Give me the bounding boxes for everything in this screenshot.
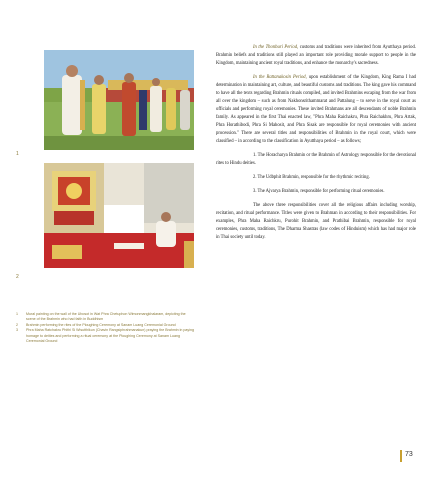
caption-number: 1 — [16, 312, 18, 316]
paragraph-text: 3. The Ajvarya Brahmin, responsible for performing ritual ceremonies. — [253, 189, 385, 194]
caption-text: Mural painting on the wall of the Ubosot in Wat Phra Chetuphon Wimonmangkhalaram, depicting the scene of the Brahmin who had faith in Buddhism — [26, 312, 186, 322]
ritual-image — [44, 163, 194, 268]
page-number-bar — [400, 450, 402, 462]
caption-number: 3 — [16, 328, 18, 333]
paragraph-text: The above three responsibilities cover all the religious affairs including worship, recitation, and ritual performance. Titles were given to Brahman in according to their responsibilities. For examples, Phra Maha Raichkru, Purohit Brahmin, and Prathibai Brahmin, responsible for royal ceremonies, customs, traditions, The Dharma Shastras (law codes of Hinduism) which has had major role in Thai society until today. — [216, 203, 416, 240]
figure-1-number: 1 — [16, 151, 19, 157]
paragraph-text: upon establishment of the Kingdom, King Rama I had determination in maintaining art, culture, and beautiful customs and traditions. The king gave his command to have all the texts regarding Brahmin rituals compiled, and invited Brahmins escaping from the war from all over the kingdom – such as from Nakhonsrithammarat and Pattalung – to serve in the royal court as officials and performing royal ceremonies. These invited Brahmans are all descendants of noble Brahmin family. As appeared in the first Thai enacted law, "Phra Maha Raichakru, Phra Raichakhru, Phra Artak, Phra Horathibodi, Phra Si Mahosit, and Phra Sisak are responsible for royal ceremonies with ancient procession." There are several titles and responsibilities of Brahmin in the royal court, which were classified – in according to the classification in Ayutthaya period – as follows; — [216, 75, 416, 144]
body-text-column — [216, 44, 416, 242]
paragraph-summary — [216, 202, 416, 242]
caption-number: 2 — [16, 322, 18, 327]
figure-2-photo — [44, 163, 194, 268]
paragraph-item-3 — [216, 188, 416, 196]
paragraph-lead: In the Rattanakosin Period, — [253, 75, 307, 80]
figure-2-number: 2 — [16, 274, 19, 280]
caption-list — [16, 312, 196, 344]
paragraph-lead: In the Thonburi Period, — [253, 45, 299, 50]
paragraph-text: 2. The Udbphit Brahmin, responsible for the rhythmic reciting. — [253, 175, 370, 180]
page-number: 73 — [405, 451, 413, 458]
paragraph-text: 1. The Horacharya Brahmin or the Brahmin of Astrology responsible for the devotional rites to Hindu deities. — [216, 153, 416, 166]
paragraph-item-1 — [216, 152, 416, 168]
caption-text: Phra Maha Ratchakru Phithi Si Wisutthikun (Chavin Rangsiphrahmanakun) praying the Brahmin in paying homage to deities and performing a ritual ceremony at the Ploughing Ceremony at Sanam Luang Ceremonial Ground — [26, 328, 194, 344]
paragraph-thonburi — [216, 44, 416, 68]
paragraph-rattanakosin — [216, 74, 416, 146]
caption-text: Brahmin performing the rites of the Ploughing Ceremony at Sanam Luang Ceremonial Ground — [26, 322, 176, 327]
caption-item — [16, 328, 196, 344]
paragraph-text: customs and traditions were inherited from Ayutthaya period. Brahmin beliefs and traditions still played an important role providing morale support to people in the Kingdom, maintaining ancient royal traditions, and enhance the monarchy's sacredness. — [216, 45, 416, 66]
caption-item — [16, 312, 196, 323]
paragraph-item-2 — [216, 174, 416, 182]
procession-image — [44, 50, 194, 150]
figure-1-photo — [44, 50, 194, 150]
